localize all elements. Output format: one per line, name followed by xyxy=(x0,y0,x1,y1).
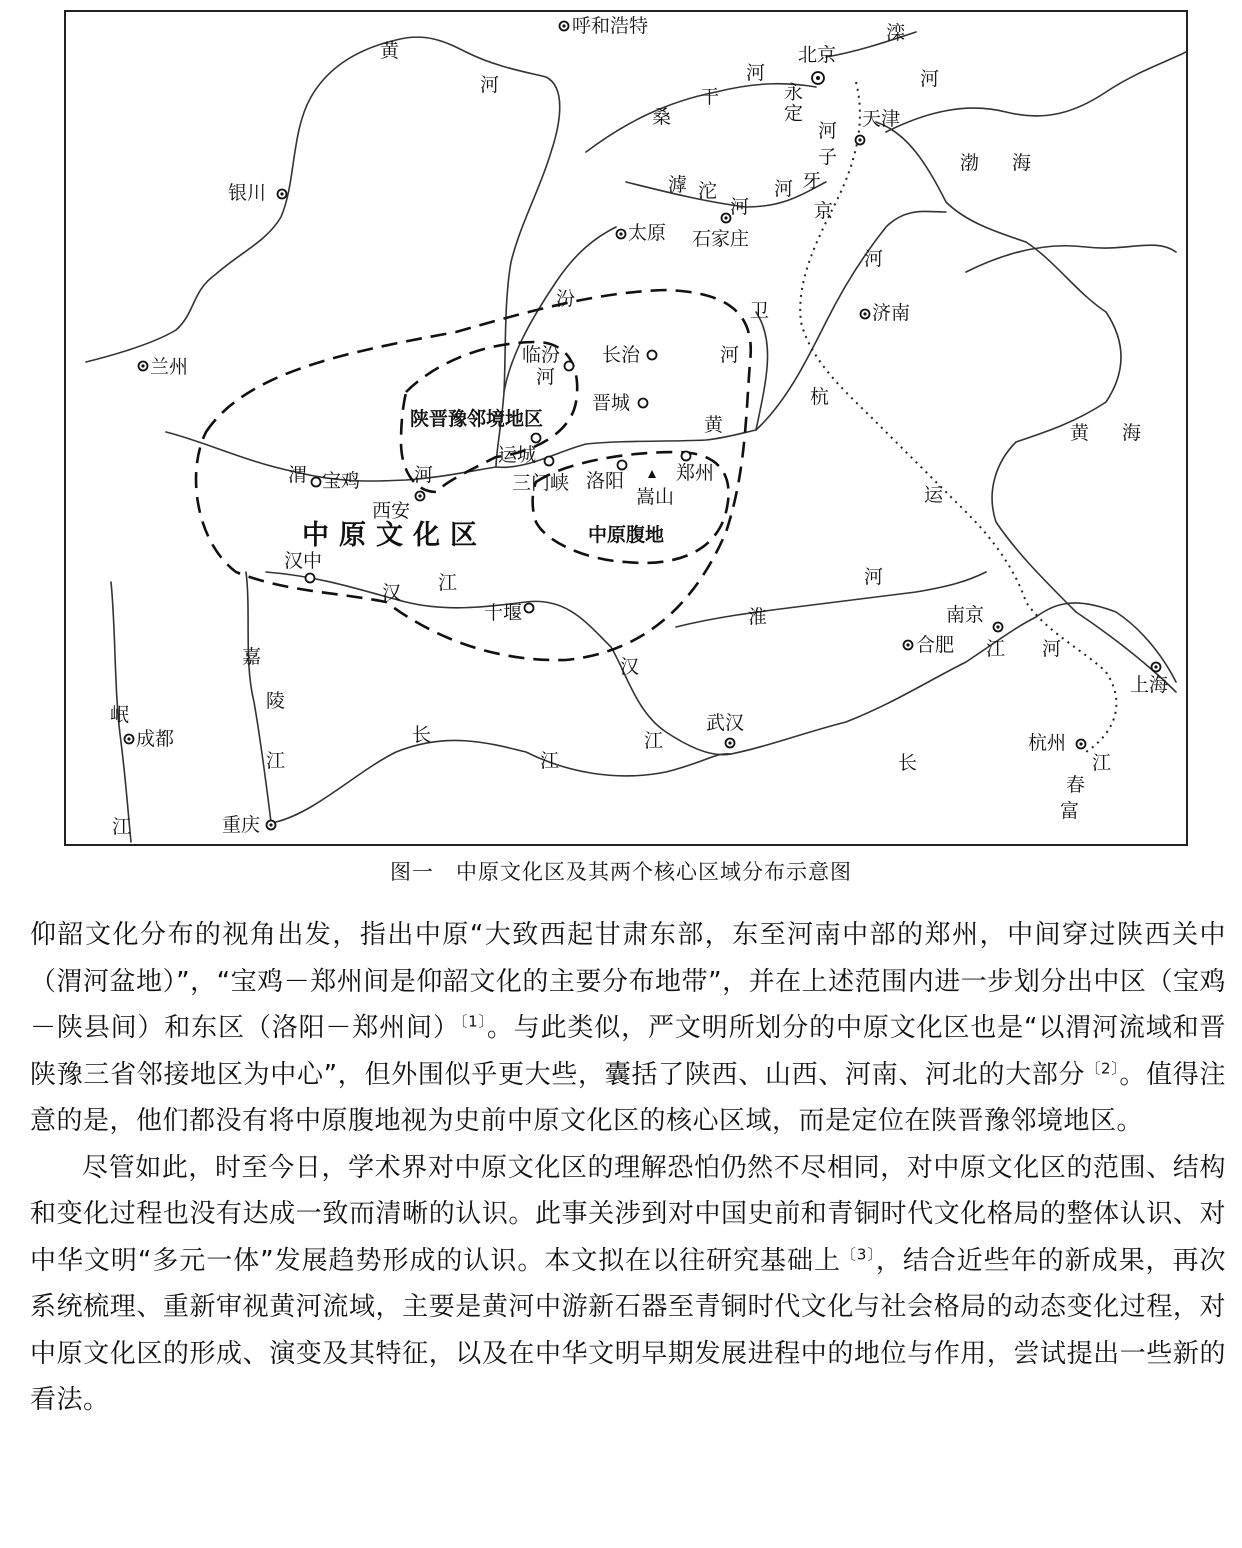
han-river xyxy=(266,572,731,755)
label-hanzhong: 汉中 xyxy=(284,550,323,572)
label-chengdu: 成都 xyxy=(136,728,175,750)
paragraph-2-text-1: 尽管如此，时至今日，学术界对中原文化区的理解恐怕仍然不尽相同，对中原文化区的范围、结构和变化过程也没有达成一致而清晰的认识。此事关涉到对中国史前和青铜时代文化格局的整体认识、对中华文明“多元一体”发展趋势形成的认识。本文拟在以往研究基础上 xyxy=(30,1152,1226,1276)
label-sanggan-he: 河 xyxy=(746,62,766,84)
label-jinghang-hang: 杭 xyxy=(810,386,830,408)
label-fuchun-chun: 春 xyxy=(1066,774,1086,796)
yellow-river xyxy=(86,37,756,467)
label-fen-he: 河 xyxy=(536,366,556,388)
reference-1[interactable]: 〔1〕 xyxy=(459,1012,487,1031)
label-hefei: 合肥 xyxy=(916,634,955,656)
label-jiang-w: 江 xyxy=(540,750,560,772)
label-taiyuan: 太原 xyxy=(628,222,667,244)
label-jialing-jia: 嘉 xyxy=(242,646,262,668)
label-jiang-he: 河 xyxy=(1042,638,1062,660)
map-figure xyxy=(64,10,1188,846)
paragraph-1-text-3: 。值得注意的是，他们都没有将中原腹地视为史前中原文化区的核心区域，而是定位在陕晋豫邻境地区。 xyxy=(30,1059,1226,1136)
label-hangzhou: 杭州 xyxy=(1028,732,1067,754)
label-wei-he2: 河 xyxy=(414,464,434,486)
grand-canal xyxy=(800,82,1116,752)
paragraph-2 xyxy=(30,1145,1226,1424)
coastline xyxy=(876,122,1176,692)
label-bohai-bo: 渤 xyxy=(960,152,980,174)
label-hutuo-he: 河 xyxy=(730,196,750,218)
label-nanjing: 南京 xyxy=(946,604,985,626)
label-sang: 桑 xyxy=(652,106,672,128)
paragraph-1 xyxy=(30,912,1226,1145)
label-huhehaote: 呼和浩特 xyxy=(572,15,649,37)
label-jinghang-he: 河 xyxy=(864,248,884,270)
label-han-lower-jiang: 江 xyxy=(644,730,664,752)
paragraph-2-text-2: ，结合近些年的新成果，再次系统梳理、重新审视黄河流域，主要是黄河中游新石器至青铜时代文化与社会格局的动态变化过程，对中原文化区的形成、演变及其特征，以及在中华文明早期发展进程中的地位与作用，尝试提出一些新的看法。 xyxy=(30,1245,1226,1415)
label-huanghai-huang: 黄 xyxy=(1070,422,1090,444)
label-sanmenxia: 三门峡 xyxy=(512,472,570,494)
yellow-river-lower xyxy=(756,211,946,430)
label-bohai-hai: 海 xyxy=(1012,152,1032,174)
label-wei-river: 卫 xyxy=(750,300,770,322)
paragraph-1-text-2: 。与此类似，严文明所划分的中原文化区也是“以渭河流域和晋陕豫三省邻接地区为中心”，但外围似乎更大些，囊括了陕西、山西、河南、河北的大部分 xyxy=(30,1013,1226,1090)
label-huanghai-hai: 海 xyxy=(1122,422,1142,444)
label-ziya-he: 河 xyxy=(774,178,794,200)
label-jincheng: 晋城 xyxy=(592,392,631,414)
label-fuchun-fu: 富 xyxy=(1060,800,1080,822)
label-jinghang-yun: 运 xyxy=(924,484,944,506)
article-body xyxy=(30,912,1226,1424)
label-ziya-zi: 子 xyxy=(818,146,838,168)
label-shiyan: 十堰 xyxy=(484,602,523,624)
label-jialing-ling: 陵 xyxy=(266,690,286,712)
label-han-jiang: 江 xyxy=(438,572,458,594)
label-fuchun-jiang: 江 xyxy=(1092,752,1112,774)
figure-caption: 图一 中原文化区及其两个核心区域分布示意图 xyxy=(390,860,852,884)
label-changzhi: 长治 xyxy=(602,344,641,366)
label-chang-w: 长 xyxy=(412,724,432,746)
label-wei-he: 河 xyxy=(720,344,740,366)
label-songshan: 嵩山 xyxy=(636,486,675,508)
paragraph-1-text-1: 仰韶文化分布的视角出发，指出中原“大致西起甘肃东部，东至河南中部的郑州，中间穿过陕西关中（渭河盆地）”，“宝鸡－郑州间是仰韶文化的主要分布地带”，并在上述范围内进一步划分出中区（宝鸡－陕县间）和东区（洛阳－郑州间） xyxy=(30,920,1226,1043)
map-drawing xyxy=(66,12,1188,846)
label-shanjinyu-region: 陕晋豫邻境地区 xyxy=(410,408,544,430)
label-fen: 汾 xyxy=(556,288,576,310)
label-han: 汉 xyxy=(382,582,402,604)
label-xian: 西安 xyxy=(372,500,411,522)
label-jiang-cjs: 江 xyxy=(986,638,1006,660)
label-beijing: 北京 xyxy=(798,44,837,66)
label-linfen: 临汾 xyxy=(522,344,561,366)
label-min: 岷 xyxy=(110,704,130,726)
label-gan: 干 xyxy=(700,86,720,108)
label-jialing-jiang: 江 xyxy=(266,750,286,772)
label-shanghai: 上海 xyxy=(1130,674,1169,696)
label-huang-top: 黄 xyxy=(380,40,400,62)
songshan-mountain xyxy=(648,470,656,478)
label-huang-mid: 黄 xyxy=(704,414,724,436)
label-wuhan: 武汉 xyxy=(706,712,745,734)
label-yongding: 永定 xyxy=(781,82,803,124)
label-huai: 淮 xyxy=(748,606,768,628)
label-min-jiang: 江 xyxy=(112,816,132,838)
label-lanzhou: 兰州 xyxy=(150,356,189,378)
shandong-coast xyxy=(966,245,1176,272)
huai-river xyxy=(676,572,986,627)
label-tianjin: 天津 xyxy=(862,108,901,130)
label-han-lower: 汉 xyxy=(620,656,640,678)
weihe-north xyxy=(756,312,768,430)
label-chang-e: 长 xyxy=(898,752,918,774)
zhongyuan-boundary xyxy=(196,290,751,660)
label-huai-he: 河 xyxy=(864,566,884,588)
label-ziya-ya: 牙 xyxy=(802,170,822,192)
label-yongding-he: 河 xyxy=(818,120,838,142)
label-he-top: 河 xyxy=(480,74,500,96)
label-hutuo-hu: 滹 xyxy=(668,174,688,196)
label-yinchuan: 银川 xyxy=(228,182,267,204)
label-fudi-region: 中原腹地 xyxy=(588,524,665,546)
label-yuncheng: 运城 xyxy=(498,444,537,466)
label-zhongyuan-region: 中原文化区 xyxy=(302,520,487,551)
label-shijiazhuang: 石家庄 xyxy=(692,228,750,250)
hutuo-river xyxy=(626,178,826,207)
label-wei: 渭 xyxy=(288,464,308,486)
label-baoji: 宝鸡 xyxy=(322,470,361,492)
label-jinan: 济南 xyxy=(872,302,911,324)
label-chongqing: 重庆 xyxy=(222,814,261,836)
label-luan: 滦 xyxy=(886,22,906,44)
reference-3[interactable]: 〔3〕 xyxy=(840,1244,876,1263)
label-zhengzhou: 郑州 xyxy=(676,462,715,484)
reference-2[interactable]: 〔2〕 xyxy=(1085,1058,1120,1077)
label-jinghang-jing: 京 xyxy=(814,200,834,222)
label-hutuo-tuo: 沱 xyxy=(698,180,718,202)
bohai-coast xyxy=(886,52,1186,132)
label-luoyang: 洛阳 xyxy=(586,470,625,492)
label-luan-he: 河 xyxy=(920,68,940,90)
